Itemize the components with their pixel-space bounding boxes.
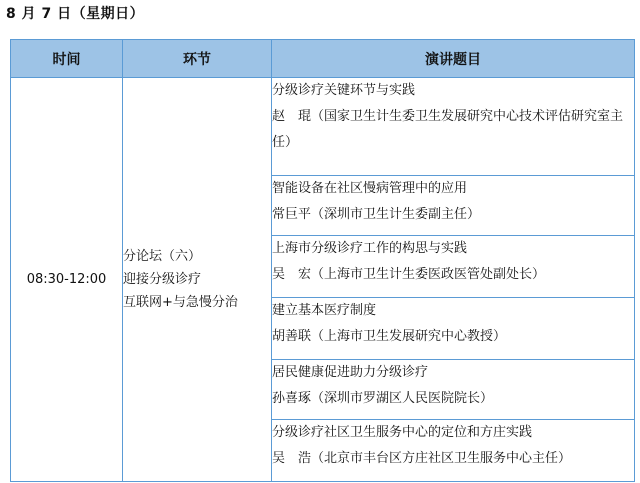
- talk-title: 智能设备在社区慢病管理中的应用: [272, 181, 468, 196]
- segment-line: 互联网+与急慢分治: [123, 295, 238, 310]
- talk-speaker: 常巨平（深圳市卫生计生委副主任）: [272, 207, 481, 222]
- talk-title: 分级诊疗关键环节与实践: [272, 83, 416, 98]
- time-cell: 08:30-12:00: [11, 78, 123, 482]
- talk-cell: [272, 236, 635, 298]
- talk-cell: [272, 176, 635, 236]
- date-title: 8 月 7 日（星期日）: [6, 6, 145, 22]
- segment-line: 分论坛（六）: [123, 249, 202, 264]
- segment-cell: [123, 78, 272, 482]
- talk-cell: [272, 420, 635, 482]
- talk-title: 上海市分级诊疗工作的构思与实践: [272, 241, 468, 256]
- talk-title: 居民健康促进助力分级诊疗: [272, 365, 429, 380]
- column-header-time: 时间: [11, 40, 123, 78]
- talk-title: 建立基本医疗制度: [272, 303, 377, 318]
- talk-cell: [272, 360, 635, 420]
- talk-speaker: 赵 琨（国家卫生计生委卫生发展研究中心技术评估研究室主任）: [272, 109, 624, 150]
- talk-speaker: 吴 浩（北京市丰台区方庄社区卫生服务中心主任）: [272, 451, 572, 466]
- talk-title: 分级诊疗社区卫生服务中心的定位和方庄实践: [272, 425, 533, 440]
- talk-speaker: 孙喜琢（深圳市罗湖区人民医院院长）: [272, 391, 494, 406]
- column-header-segment: 环节: [123, 40, 272, 78]
- column-header-talk: 演讲题目: [272, 40, 635, 78]
- talk-speaker: 吴 宏（上海市卫生计生委医政医管处副处长）: [272, 267, 546, 282]
- talk-cell: [272, 78, 635, 176]
- talk-cell: [272, 298, 635, 360]
- schedule-table: [10, 39, 635, 482]
- talk-speaker: 胡善联（上海市卫生发展研究中心教授）: [272, 329, 507, 344]
- table-row: [11, 78, 635, 176]
- segment-line: 迎接分级诊疗: [123, 272, 202, 287]
- table-header-row: [11, 40, 635, 78]
